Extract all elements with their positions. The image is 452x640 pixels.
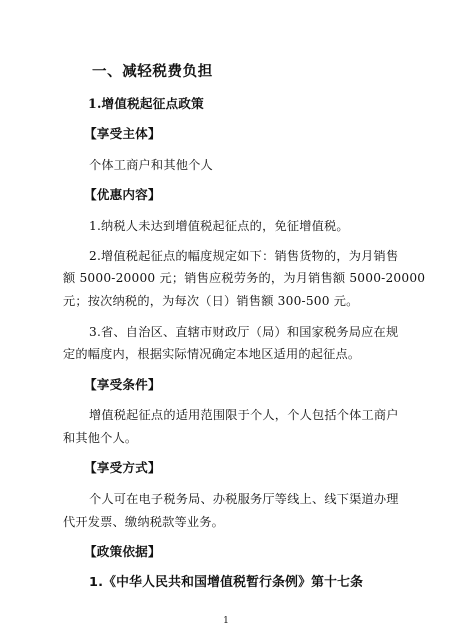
content-item-1: 1.纳税人未达到增值税起征点的，免征增值税。 [89, 219, 349, 233]
policy-title: 1.增值税起征点政策 [88, 96, 204, 111]
conditions-line-2: 和其他个人。 [63, 431, 138, 445]
method-line-2: 代开发票、缴纳税款等业务。 [63, 515, 225, 529]
section-heading: 一、减轻税费负担 [92, 64, 213, 80]
conditions-line-1: 增值税起征点的适用范围限于个人，个人包括个体工商户 [89, 408, 399, 422]
basis-item-1: 1.《中华人民共和国增值税暂行条例》第十七条 [89, 575, 364, 590]
page-number: 1 [223, 616, 229, 626]
content-item-3-line-1: 3.省、自治区、直辖市财政厅（局）和国家税务局应在规 [89, 325, 399, 339]
content-item-2-line-3: 元；按次纳税的，为每次（日）销售额 300-500 元。 [63, 294, 359, 308]
content-label: 【优惠内容】 [84, 187, 161, 202]
conditions-label: 【享受条件】 [84, 377, 161, 392]
content-item-2-line-1: 2.增值税起征点的幅度规定如下：销售货物的，为月销售 [89, 249, 399, 263]
basis-label: 【政策依据】 [84, 544, 161, 559]
subject-label: 【享受主体】 [84, 126, 161, 141]
content-item-3-line-2: 定的幅度内，根据实际情况确定本地区适用的起征点。 [63, 347, 361, 361]
method-label: 【享受方式】 [84, 460, 161, 475]
subject-text: 个体工商户和其他个人 [89, 158, 213, 172]
method-line-1: 个人可在电子税务局、办税服务厅等线上、线下渠道办理 [89, 492, 399, 506]
content-item-2-line-2: 额 5000-20000 元；销售应税劳务的，为月销售额 5000-20000 [63, 271, 426, 285]
